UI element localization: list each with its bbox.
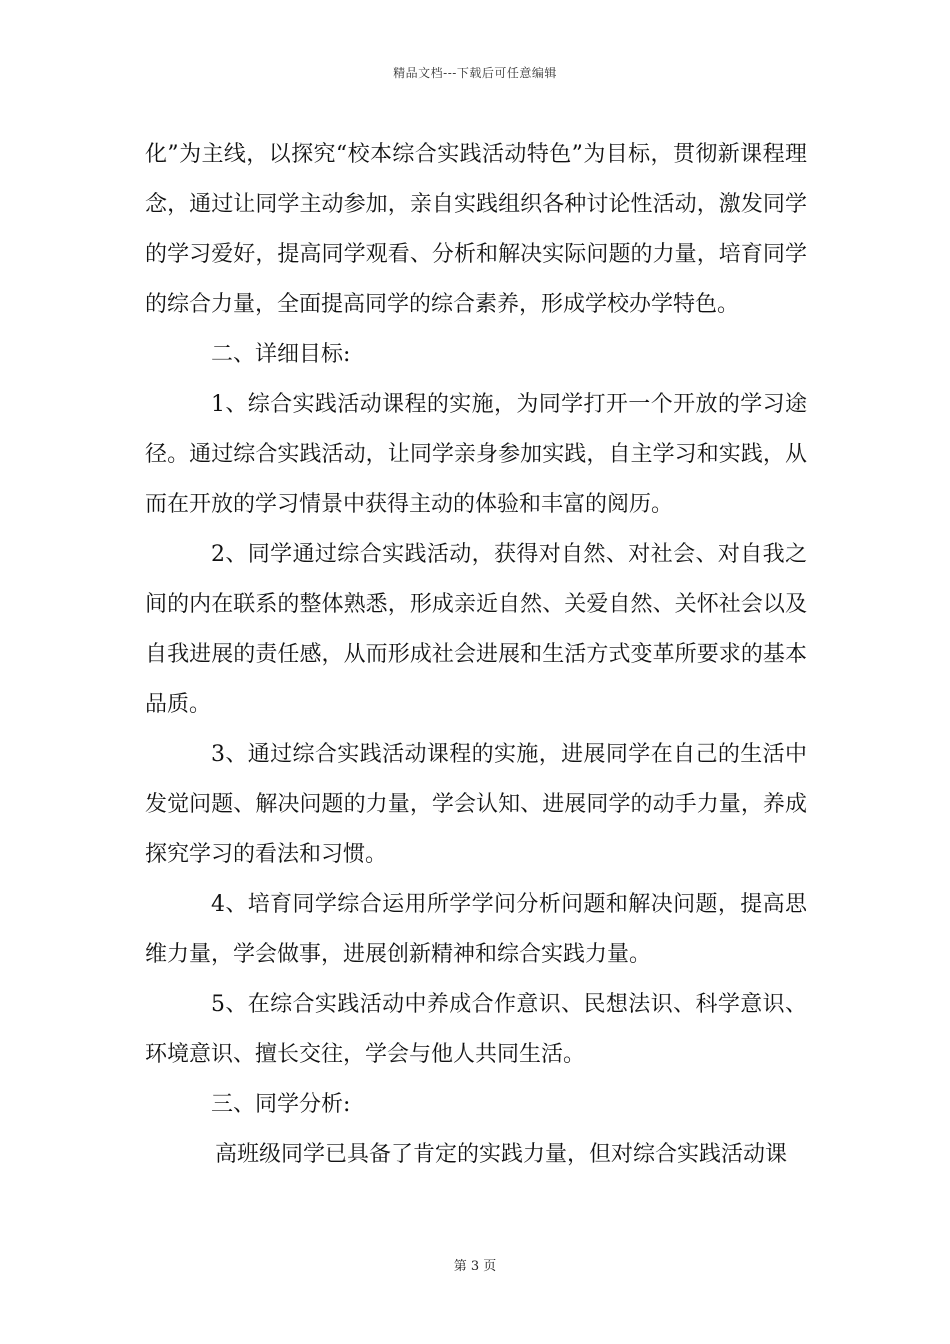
page-number: 第 3 页 (453, 1259, 497, 1274)
paragraph-intro-continued: 化”为主线，以探究“校本综合实践活动特色”为目标，贯彻新课程理念，通过让同学主动参加，亲自实践组织各种讨论性活动，激发同学的学习爱好，提高同学观看、分析和解决实际问题的力量，培育同学的综合力量，全面提高同学的综合素养，形成学校办学特色。 (145, 142, 807, 317)
section-heading-goals: 二、详细目标: (211, 342, 351, 367)
paragraph-goal-4: 4、培育同学综合运用所学学问分析问题和解决问题，提高思维力量，学会做事，进展创新精神和综合实践力量。 (145, 892, 807, 967)
document-body (145, 130, 807, 1180)
paragraph-goal-2: 2、同学通过综合实践活动，获得对自然、对社会、对自我之间的内在联系的整体熟悉，形成亲近自然、关爱自然、关怀社会以及自我进展的责任感，从而形成社会进展和生活方式变革所要求的基本品质。 (145, 542, 807, 717)
section-heading-student-analysis: 三、同学分析: (211, 1092, 351, 1117)
paragraph-student-analysis: 高班级同学已具备了肯定的实践力量，但对综合实践活动课 (215, 1142, 788, 1167)
paragraph-goal-3: 3、通过综合实践活动课程的实施，进展同学在自己的生活中发觉问题、解决问题的力量，学会认知、进展同学的动手力量，养成探究学习的看法和习惯。 (145, 742, 807, 867)
page-header: 精品文档---下载后可任意编辑 (393, 66, 557, 80)
paragraph-goal-5: 5、在综合实践活动中养成合作意识、民想法识、科学意识、环境意识、擅长交往，学会与他人共同生活。 (145, 992, 807, 1067)
paragraph-goal-1: 1、综合实践活动课程的实施，为同学打开一个开放的学习途径。通过综合实践活动，让同学亲身参加实践，自主学习和实践，从而在开放的学习情景中获得主动的体验和丰富的阅历。 (145, 392, 807, 517)
